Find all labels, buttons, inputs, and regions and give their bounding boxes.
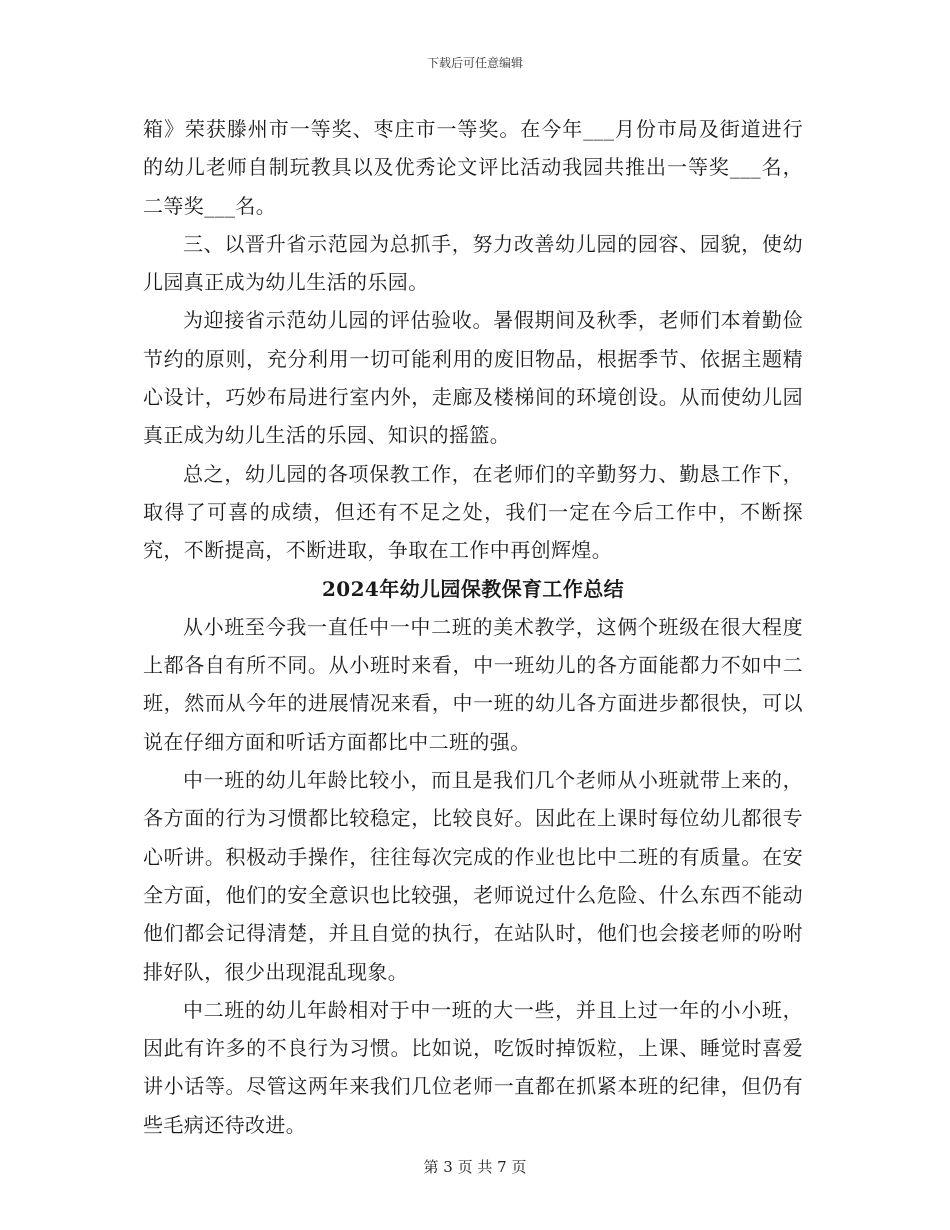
section-title: 2024年幼儿园保教保育工作总结 [321, 576, 625, 601]
paragraph: 中二班的幼儿年龄相对于中一班的大一些，并且上过一年的小小班，因此有许多的不良行为习惯。比如说，吃饭时掉饭粒，上课、睡觉时喜爱讲小话等。尽管这两年来我们几位老师一直都在抓紧本班的纪律，但仍有些毛病还待改进。 [143, 997, 803, 1137]
paragraph: 为迎接省示范幼儿园的评估验收。暑假期间及秋季，老师们本着勤俭节约的原则，充分利用一切可能利用的废旧物品，根据季节、依据主题精心设计，巧妙布局进行室内外，走廊及楼梯间的环境创设。从而使幼儿园真正成为幼儿生活的乐园、知识的摇篮。 [143, 308, 803, 448]
paragraph-continuation: 箱》荣获滕州市一等奖、枣庄市一等奖。在今年___月份市局及街道进行的幼儿老师自制玩教具以及优秀论文评比活动我园共推出一等奖___名，二等奖___名。 [143, 117, 803, 218]
paragraph: 从小班至今我一直任中一中二班的美术教学，这俩个班级在很大程度上都各自有所不同。从小班时来看，中一班幼儿的各方面能都力不如中二班，然而从今年的进展情况来看，中一班的幼儿各方面进步都很快，可以说在仔细方面和听话方面都比中二班的强。 [143, 614, 803, 754]
paragraph: 总之，幼儿园的各项保教工作，在老师们的辛勤努力、勤恳工作下，取得了可喜的成绩，但还有不足之处，我们一定在今后工作中，不断探究，不断提高，不断进取，争取在工作中再创辉煌。 [143, 461, 803, 563]
page-footer-indicator: 第 3 页 共 7 页 [423, 1158, 527, 1176]
paragraph: 中一班的幼儿年龄比较小，而且是我们几个老师从小班就带上来的，各方面的行为习惯都比较稳定，比较良好。因此在上课时每位幼儿都很专心听讲。积极动手操作，往往每次完成的作业也比中二班的有质量。在安全方面，他们的安全意识也比较强，老师说过什么危险、什么东西不能动他们都会记得清楚，并且自觉的执行，在站队时，他们也会接老师的吩咐排好队，很少出现混乱现象。 [143, 768, 803, 984]
paragraph: 三、以晋升省示范园为总抓手，努力改善幼儿园的园容、园貌，使幼儿园真正成为幼儿生活的乐园。 [143, 231, 803, 295]
document-body [143, 110, 803, 1144]
page-header-note: 下载后可任意编辑 [426, 56, 523, 70]
